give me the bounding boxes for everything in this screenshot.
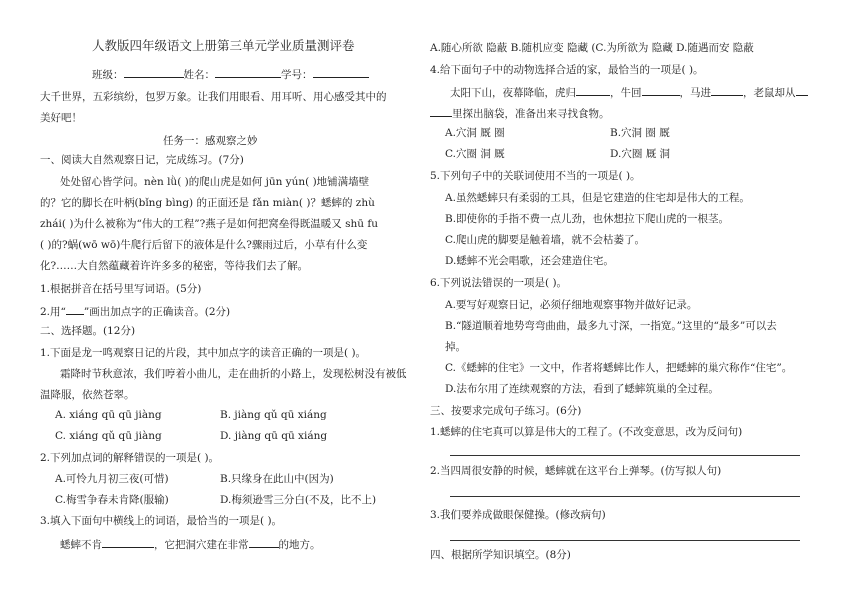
s2-q4-blank-2[interactable] (642, 84, 680, 96)
s2-q6-option-b[interactable]: B.“隧道顺着地势弯弯曲曲，最多九寸深，一指宽。”这里的“最多”可以去 (445, 320, 777, 332)
s2-q5-option-d[interactable]: D.蟋蟀不光会唱歌，还会建造住宅。 (445, 255, 614, 267)
s2-q5-option-a[interactable]: A.虽然蟋蟀只有柔弱的工具，但是它建造的住宅却是伟大的工程。 (445, 192, 750, 204)
s2-q6-option-d[interactable]: D.法布尔用了连续观察的方法，看到了蟋蟀筑巢的全过程。 (445, 383, 719, 395)
passage-line-1: 处处留心皆学问。nèn lǜ( )的爬山虎是如何 jūn yún( )地铺满墙壁 (60, 176, 370, 188)
name-label: 姓名： (183, 69, 215, 81)
s1-q2-suffix: ”画出加点字的正确读音。(2分) (83, 306, 231, 318)
right-column (430, 0, 860, 608)
underline-sample (66, 303, 84, 315)
s1-question-2 (40, 303, 230, 319)
s2-q1-option-d[interactable]: D. jiàng qū qū xiáng (220, 430, 328, 442)
s2-q1-option-c[interactable]: C. xiáng qǔ qū jiàng (55, 430, 162, 442)
s2-q2-option-d[interactable]: D.梅须逊雪三分白(不及，比不上) (220, 494, 377, 506)
s2-q3-stem: 3.填入下面句中横线上的词语，最恰当的一项是( )。 (40, 515, 283, 527)
s2-q4-blank-4[interactable] (796, 84, 808, 96)
s2-q4-sentence-line-2 (430, 105, 610, 121)
s2-q6-option-a[interactable]: A.要写好观察日记，必须仔细地观察事物并做好记录。 (445, 299, 698, 311)
s1-q2-prefix: 2.用“ (40, 306, 66, 318)
s2-q6-stem: 6.下列说法错误的一项是( )。 (430, 277, 568, 289)
s2-q4-part-d: ，老鼠却从 (743, 87, 796, 99)
passage-line-4: ( )的?蜗(wō wō)牛爬行后留下的液体是什么?骤雨过后，小草有什么变 (40, 239, 368, 251)
s3-answer-line-1[interactable] (450, 455, 800, 456)
s2-q6-option-c[interactable]: C.《蟋蟀的住宅》一文中，作者将蟋蟀比作人，把蟋蟀的巢穴称作“住宅”。 (445, 362, 793, 374)
s2-q3-sentence-part-c: 的地方。 (278, 539, 321, 551)
s2-q4-option-d[interactable]: D.穴圈 厩 洞 (610, 148, 671, 160)
s2-q3-sentence (60, 536, 321, 552)
s2-q2-option-b[interactable]: B.只缘身在此山中(因为) (220, 473, 334, 485)
section-2-heading: 二、选择题。(12分) (40, 325, 136, 337)
s2-q4-stem: 4.给下面句子中的动物选择合适的家，最恰当的一项是( )。 (430, 64, 704, 76)
s3-item-1: 1.蟋蟀的住宅真可以算是伟大的工程了。(不改变意思，改为反问句) (430, 426, 743, 438)
s2-q2-stem: 2.下列加点词的解释错误的一项是( )。 (40, 452, 220, 464)
student-info-row (92, 66, 369, 82)
s2-q4-blank-3[interactable] (711, 84, 743, 96)
passage-line-5: 化?……大自然蕴藏着许许多多的秘密，等待我们去了解。 (40, 260, 309, 272)
s2-q4-option-b[interactable]: B.穴洞 圈 厩 (610, 127, 670, 139)
s2-q3-options[interactable]: A.随心所欲 隐蔽 B.随机应变 隐藏 (C.为所欲为 隐藏 D.随遇而安 隐蔽 (430, 42, 754, 54)
section-1-heading: 一、阅读大自然观察日记，完成练习。(7分) (40, 154, 244, 166)
s3-answer-line-3[interactable] (450, 540, 800, 541)
id-blank[interactable] (313, 66, 369, 78)
passage-line-3: zhái( )为什么被称为“伟大的工程”?燕子是如何把窝垒得既温暖又 shū fu (40, 218, 379, 230)
s2-q1-passage-2: 温降服，依然苍翠。 (40, 389, 135, 401)
s2-q4-part-a: 太阳下山，夜幕降临，虎归 (450, 87, 576, 99)
s2-q3-sentence-part-a: 蟋蟀不肯 (60, 539, 102, 551)
s2-q4-option-a[interactable]: A.穴洞 厩 圈 (445, 127, 505, 139)
s2-q6-option-b-cont: 掉。 (445, 341, 466, 353)
s2-q4-part-b: ，牛回 (610, 87, 642, 99)
intro-line-2: 美好吧！ (40, 112, 82, 124)
name-blank[interactable] (215, 66, 281, 78)
s2-q1-passage-1: 霜降时节秋意浓，我们哼着小曲儿，走在曲折的小路上，发现松树没有被低 (60, 368, 407, 380)
s2-q5-stem: 5.下列句子中的关联词使用不当的一项是( )。 (430, 170, 641, 182)
s2-q4-blank-4b[interactable] (430, 105, 452, 117)
class-blank[interactable] (124, 66, 184, 78)
s2-q4-sentence-line-1 (450, 84, 808, 100)
passage-line-2: 的？它的脚长在叶柄(bǐng bìng) 的正面还是 fǎn miàn( )？蟋蟀的 zhù (40, 197, 375, 209)
s2-q3-sentence-part-b: ，它把洞穴建在非常 (154, 539, 249, 551)
section-3-heading: 三、按要求完成句子练习。(6分) (430, 405, 582, 417)
s2-q1-option-b[interactable]: B. jiàng qǔ qū xiáng (220, 409, 327, 421)
s2-q5-option-b[interactable]: B.即使你的手指不费一点儿劲，也休想拉下爬山虎的一根茎。 (445, 213, 730, 225)
s1-question-1: 1.根据拼音在括号里写词语。(5分) (40, 283, 202, 295)
intro-line-1: 大千世界，五彩缤纷，包罗万象。让我们用眼看、用耳听、用心感受其中的 (40, 91, 387, 103)
s2-q3-blank-1[interactable] (102, 536, 154, 548)
task-heading: 任务一：感观察之妙 (163, 135, 258, 147)
section-4-heading: 四、根据所学知识填空。(8分) (430, 549, 571, 561)
s2-q3-blank-2[interactable] (249, 536, 279, 548)
s2-q4-part-c: ，马进 (679, 87, 711, 99)
s2-q1-stem: 1.下面是龙一鸣观察日记的片段，其中加点字的读音正确的一项是( )。 (40, 347, 367, 359)
s3-answer-line-2[interactable] (450, 496, 800, 497)
s2-q2-option-c[interactable]: C.梅雪争春未肯降(服输) (55, 494, 169, 506)
s3-item-2: 2.当四周很安静的时候，蟋蟀就在这平台上弹琴。(仿写拟人句) (430, 465, 722, 477)
s2-q4-option-c[interactable]: C.穴圈 洞 厩 (445, 148, 505, 160)
s2-q5-option-c[interactable]: C.爬山虎的脚要是触着墙，就不会枯萎了。 (445, 234, 645, 246)
s2-q4-blank-1[interactable] (576, 84, 610, 96)
s3-item-3: 3.我们要养成做眼保健操。(修改病句) (430, 509, 606, 521)
s2-q2-option-a[interactable]: A.可怜九月初三夜(可惜) (55, 473, 169, 485)
id-label: 学号： (281, 69, 313, 81)
class-label: 班级： (92, 69, 124, 81)
page-title: 人教版四年级语文上册第三单元学业质量测评卷 (92, 38, 355, 53)
s2-q4-part-e: 里探出脑袋，准备出来寻找食物。 (452, 108, 610, 120)
s2-q1-option-a[interactable]: A. xiáng qū qū jiàng (55, 409, 162, 421)
